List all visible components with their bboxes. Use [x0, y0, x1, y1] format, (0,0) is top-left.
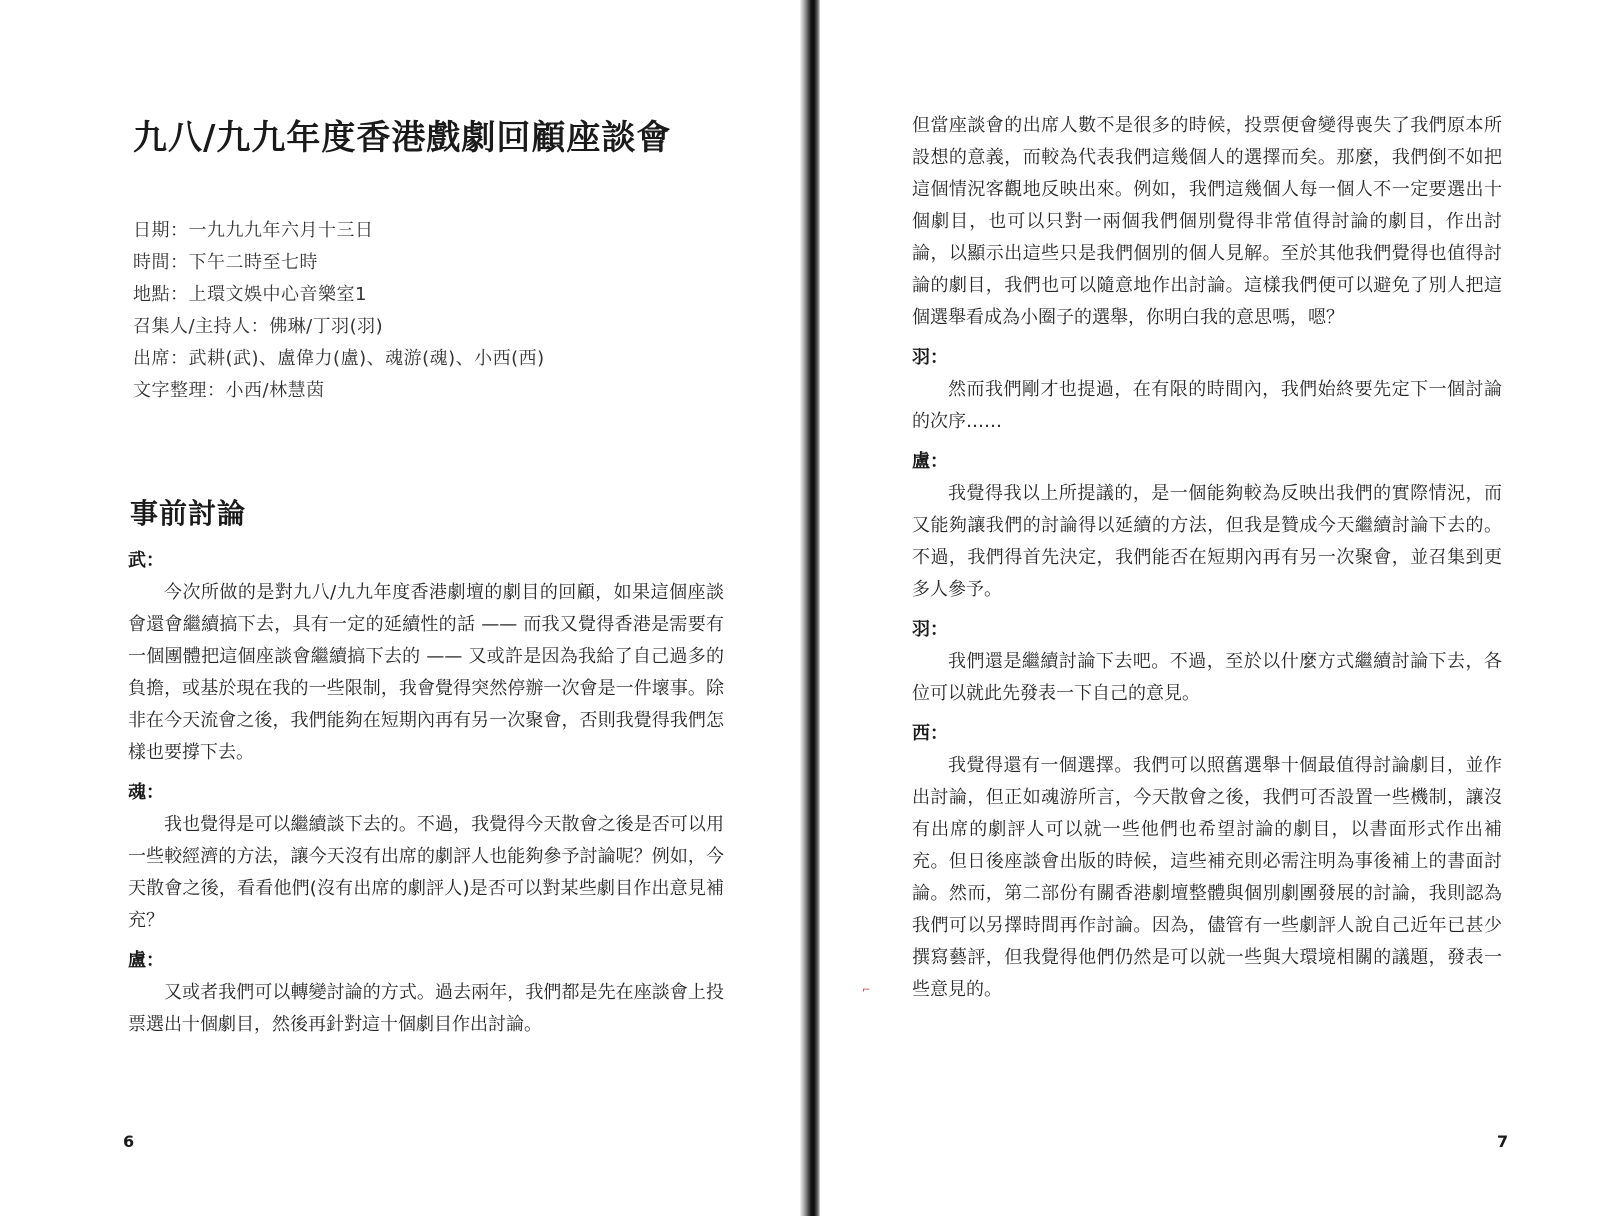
speech-paragraph: 今次所做的是對九八/九九年度香港劇壇的劇目的回顧，如果這個座談會還會繼續搞下去，具有一定的延續性的話 —— 而我又覺得香港是需要有一個團體把這個座談會繼續搞下去的 —— 又或許是因為我給了自己過多的負擔，或基於現在我的一些限制，我會覺得突然停辦一次會是一件壞事。除非在今天流會之後，我們能夠在短期內再有另一次聚會，否則我覺得我們怎樣也要撐下去。	[128, 582, 724, 763]
speaker-label: 羽：	[912, 347, 948, 368]
speech-paragraph: 我覺得還有一個選擇。我們可以照舊選舉十個最值得討論劇目，並作出討論，但正如魂游所言，今天散會之後，我們可否設置一些機制，讓沒有出席的劇評人可以就一些他們也希望討論的劇目，以書面形式作出補充。但日後座談會出版的時候，這些補充則必需注明為事後補上的書面討論。然而，第二部份有關香港劇壇整體與個別劇團發展的討論，我則認為我們可以另擇時間再作討論。因為，儘管有一些劇評人說自己近年已甚少撰寫藝評，但我覺得他們仍然是可以就一些與大環境相關的議題，發表一些意見的。	[912, 755, 1502, 1000]
speaker-label: 武：	[128, 550, 164, 571]
meeting-transcriber: 文字整理：小西/林慧茵	[133, 380, 325, 401]
book-gutter	[800, 0, 820, 1216]
speaker-label: 盧：	[128, 950, 164, 971]
meeting-host: 召集人/主持人：佛琳/丁羽(羽)	[133, 316, 384, 337]
page-title: 九八/九九年度香港戲劇回顧座談會	[133, 118, 672, 158]
speaker-label: 盧：	[912, 451, 948, 472]
ink-mark: ⌐	[862, 985, 871, 996]
meeting-time: 時間：下午二時至七時	[133, 252, 318, 273]
speaker-label: 羽：	[912, 619, 948, 640]
meeting-date: 日期：一九九九年六月十三日	[133, 220, 374, 241]
speaker-label: 西：	[912, 723, 948, 744]
meeting-venue: 地點：上環文娛中心音樂室1	[133, 284, 367, 305]
left-page	[0, 0, 806, 1216]
continued-paragraph: 但當座談會的出席人數不是很多的時候，投票便會變得喪失了我們原本所設想的意義，而較為代表我們這幾個人的選擇而矣。那麼，我們倒不如把這個情況客觀地反映出來。例如，我們這幾個人每一個人不一定要選出十個劇目，也可以只對一兩個我們個別覺得非常值得討論的劇目，作出討論，以顯示出這些只是我們個別的個人見解。至於其他我們覺得也值得討論的劇目，我們也可以隨意地作出討論。這樣我們便可以避免了別人把這個選舉看成為小圈子的選舉，你明白我的意思嗎，嗯？	[912, 115, 1502, 328]
page-number-right: 7	[1497, 1132, 1509, 1151]
left-discussion-column	[128, 545, 724, 1049]
speech-paragraph: 我也覺得是可以繼續談下去的。不過，我覺得今天散會之後是否可以用一些較經濟的方法，讓今天沒有出席的劇評人也能夠參予討論呢？例如，今天散會之後，看看他們(沒有出席的劇評人)是否可以對某些劇目作出意見補充？	[128, 814, 724, 931]
meeting-info-list	[133, 215, 545, 407]
speech-paragraph: 我覺得我以上所提議的，是一個能夠較為反映出我們的實際情況，而又能夠讓我們的討論得以延續的方法，但我是贊成今天繼續討論下去的。不過，我們得首先決定，我們能否在短期內再有另一次聚會，並召集到更多人參予。	[912, 483, 1502, 600]
speech-paragraph: 又或者我們可以轉變討論的方式。過去兩年，我們都是先在座談會上投票選出十個劇目，然後再針對這十個劇目作出討論。	[128, 982, 724, 1035]
page-number-left: 6	[123, 1132, 135, 1151]
right-discussion-column	[912, 110, 1502, 1014]
right-page	[820, 0, 1616, 1216]
section-heading: 事前討論	[130, 497, 247, 530]
speech-paragraph: 然而我們剛才也提過，在有限的時間內，我們始終要先定下一個討論的次序……	[912, 379, 1502, 432]
meeting-attendees: 出席：武耕(武)、盧偉力(盧)、魂游(魂)、小西(西)	[133, 348, 545, 369]
speech-paragraph: 我們還是繼續討論下去吧。不過，至於以什麼方式繼續討論下去，各位可以就此先發表一下自己的意見。	[912, 651, 1502, 704]
speaker-label: 魂：	[128, 782, 164, 803]
